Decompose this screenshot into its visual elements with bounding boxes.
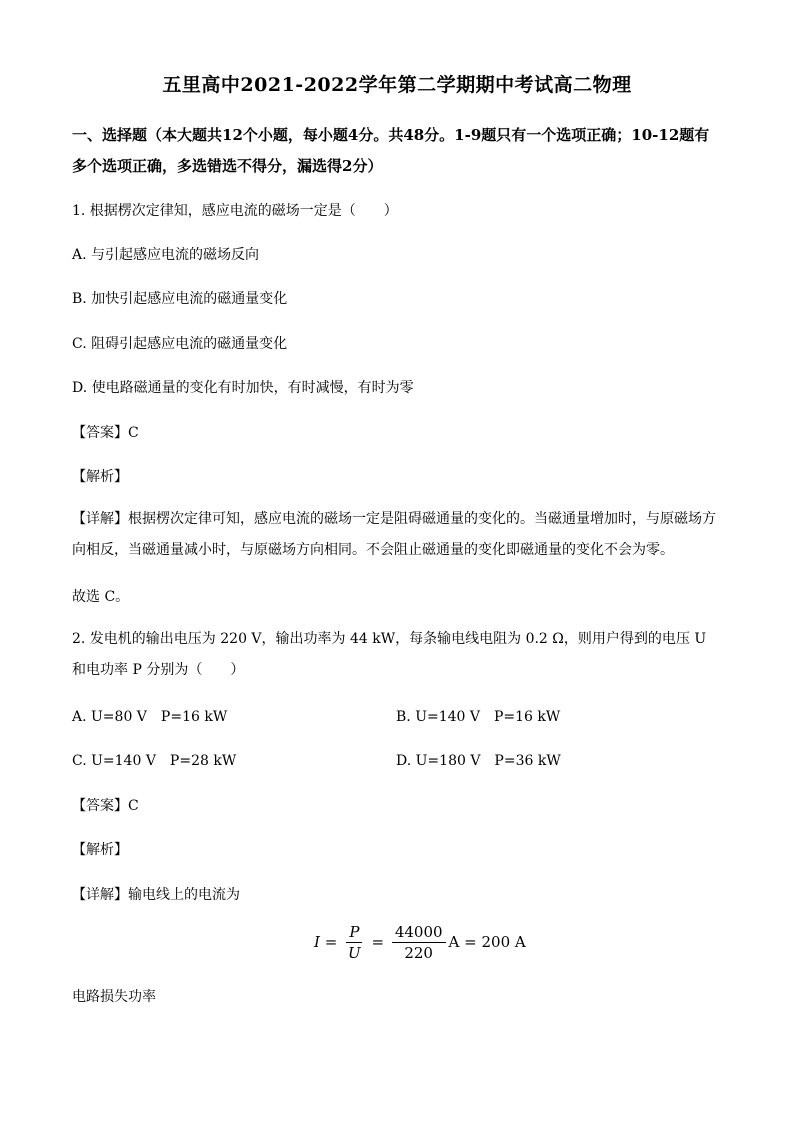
question-1-conclusion: 故选 C。 <box>72 589 130 605</box>
question-2-detail: 【详解】输电线上的电流为 <box>72 887 240 903</box>
current-formula: I = $\frac{P}{U}$ = $\frac{44000}{220}$ A = 200 A <box>314 922 526 962</box>
page-title: 五里高中2021-2022学年第二学期期中考试高二物理 <box>162 74 632 96</box>
question-1-option-a: A. 与引起感应电流的磁场反向 <box>72 247 260 263</box>
question-2-option-b: B. U=140 V P=16 kW <box>396 709 561 725</box>
section-header: 一、选择题（本大题共12个小题，每小题4分。共48分。1-9题只有一个选项正确；10-12题有多个选项正确，多选错选不得分，漏选得2分） <box>72 126 710 175</box>
question-1-option-d: D. 使电路磁通量的变化有时加快，有时减慢，有时为零 <box>72 380 414 396</box>
question-2-stem: 2. 发电机的输出电压为 220 V，输出功率为 44 kW，每条输电线电阻为 0.2 Ω，则用户得到的电压 U 和电功率 P 分别为（ ） <box>72 631 707 678</box>
question-2-next-line: 电路损失功率 <box>72 989 156 1005</box>
question-1-stem: 1. 根据楞次定律知，感应电流的磁场一定是（ ） <box>72 203 398 219</box>
question-2-analysis: 【解析】 <box>72 842 128 858</box>
question-1-detail: 【详解】根据楞次定律可知，感应电流的磁场一定是阻碍磁通量的变化的。当磁通量增加时，与原磁场方向相反，当磁通量减小时，与原磁场方向相同。不会阻止磁通量的变化即磁通量的变化不会为零。 <box>72 511 716 558</box>
formula-unit: A <box>448 933 460 951</box>
question-1-option-b: B. 加快引起感应电流的磁通量变化 <box>72 291 288 307</box>
formula-result: = 200 A <box>464 933 526 951</box>
question-1-option-c: C. 阻碍引起感应电流的磁通量变化 <box>72 336 288 352</box>
formula-fraction-values: $\frac{44000}{220}$ <box>392 922 446 963</box>
question-2-option-a: A. U=80 V P=16 kW <box>72 709 228 725</box>
question-2-option-c: C. U=140 V P=28 kW <box>72 753 237 769</box>
question-1-analysis: 【解析】 <box>72 469 128 485</box>
question-2-option-d: D. U=180 V P=36 kW <box>396 753 561 769</box>
formula-fraction-p-over-u: $\frac{P}{U}$ <box>348 922 361 962</box>
formula-lhs: I <box>314 933 320 951</box>
question-2-answer: 【答案】C <box>72 798 139 814</box>
question-1-answer: 【答案】C <box>72 425 139 441</box>
